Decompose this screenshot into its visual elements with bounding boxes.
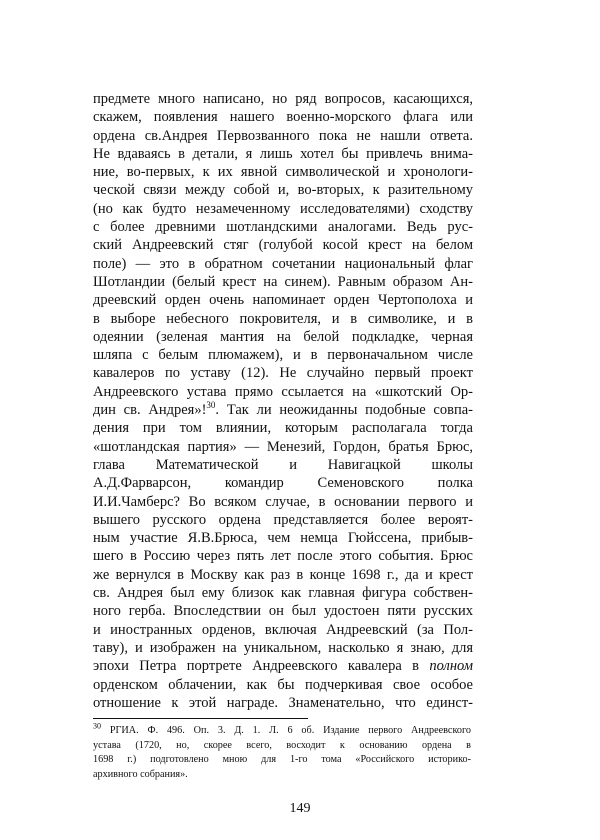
text-line: и иностранных орденов, включая Андреевский (за Пол- [93,621,473,638]
text-line: глава Математической и Навигацкой школы [93,456,473,473]
text-line: с более древними шотландскими аналогами. Ведь рус- [93,219,473,236]
text-line: ние, во-первых, к их явной символической и хронологи- [93,164,473,181]
text-line: св. Андрея был ему близок как главная фигура собствен- [93,585,473,602]
text-line: дреевский орден очень напоминает орден Чертополоха и [93,292,473,309]
italic-word: полном [429,658,473,675]
text-line-with-italic [93,657,473,675]
text-line: шляпа с белым плюмажем), и в первоначальном числе [93,347,473,364]
text-line: орденском облачении, как бы подчеркивая свое особое [93,676,473,693]
main-text [93,90,473,712]
text-line-with-footnote-ref [93,401,473,419]
text-line: скажем, появления нашего военно-морского флага или [93,109,473,126]
text-line: Андреевского устава прямо ссылается на «шкотский Ор- [93,383,473,400]
text-line: вышего русского ордена представляется более вероят- [93,511,473,528]
text-fragment: дин св. Андрея»! [93,402,207,419]
text-line: таву), и изображен на уникальном, насколько я знаю, для [93,639,473,656]
text-line: ческой связи между собой и, во-вторых, к разительному [93,182,473,199]
text-line: ного герба. Впоследствии он был удостоен пяти русских [93,603,473,620]
footnote-line [93,721,471,739]
footnote [93,721,471,782]
text-line: дения при том влиянии, которым располагала тогда [93,420,473,437]
text-line: кавалеров по уставу (12). Не случайно первый проект [93,365,473,382]
text-line: ным участие Я.В.Брюса, чем немца Гюйссена, прибыв- [93,530,473,547]
text-line: (но как будто незамеченному исследователями) сходству [93,200,473,217]
text-line: в выборе небесного покровителя, и в символике, и в [93,310,473,327]
text-fragment: . Так ли неожиданны подобные совпа- [215,402,473,419]
footnote-line: 1698 г.) подготовлено мною для 1-го тома «Российского историко- [93,754,471,766]
text-line: же вернулся в Москву как раз в конце 1698 г., да и крест [93,566,473,583]
footnote-mark: 30 [93,721,101,731]
footnote-separator [93,718,308,719]
text-line: шего в Россию через пять лет после этого события. Брюс [93,548,473,565]
text-line: поле) — это в обратном сочетании национальный флаг [93,255,473,272]
page-number: 149 [289,801,311,816]
text-line: Шотландии (белый крест на синем). Равным образом Ан- [93,273,473,290]
text-line: одеянии (зеленая мантия на белой подкладке, черная [93,328,473,345]
text-line: ский Андреевский стяг (голубой косой крест на белом [93,237,473,254]
text-fragment: эпохи Петра портрете Андреевского кавалера в [93,658,430,675]
footnote-line: устава (1720, но, скорее всего, восходит к основанию ордена в [93,739,471,751]
text-line: предмете много написано, но ряд вопросов, касающихся, [93,91,473,107]
footnote-reference[interactable]: 30 [206,400,216,411]
text-line: Не вдаваясь в детали, я лишь хотел бы привлечь внима- [93,145,473,162]
text-line: ордена св.Андрея Первозванного пока не нашли ответа. [93,127,473,144]
text-line: И.И.Чамберс? Во всяком случае, в основании первого и [93,493,473,510]
text-line: отношение к этой награде. Знаменательно, что единст- [93,694,473,711]
footnote-text: РГИА. Ф. 496. Оп. 3. Д. 1. Л. 6 об. Издание первого Андреевского [101,725,471,736]
text-line: А.Д.Фарварсон, командир Семеновского полка [93,475,473,492]
footnote-line: архивного собрания». [93,768,188,780]
text-line: «шотландская партия» — Менезий, Гордон, братья Брюс, [93,438,473,455]
